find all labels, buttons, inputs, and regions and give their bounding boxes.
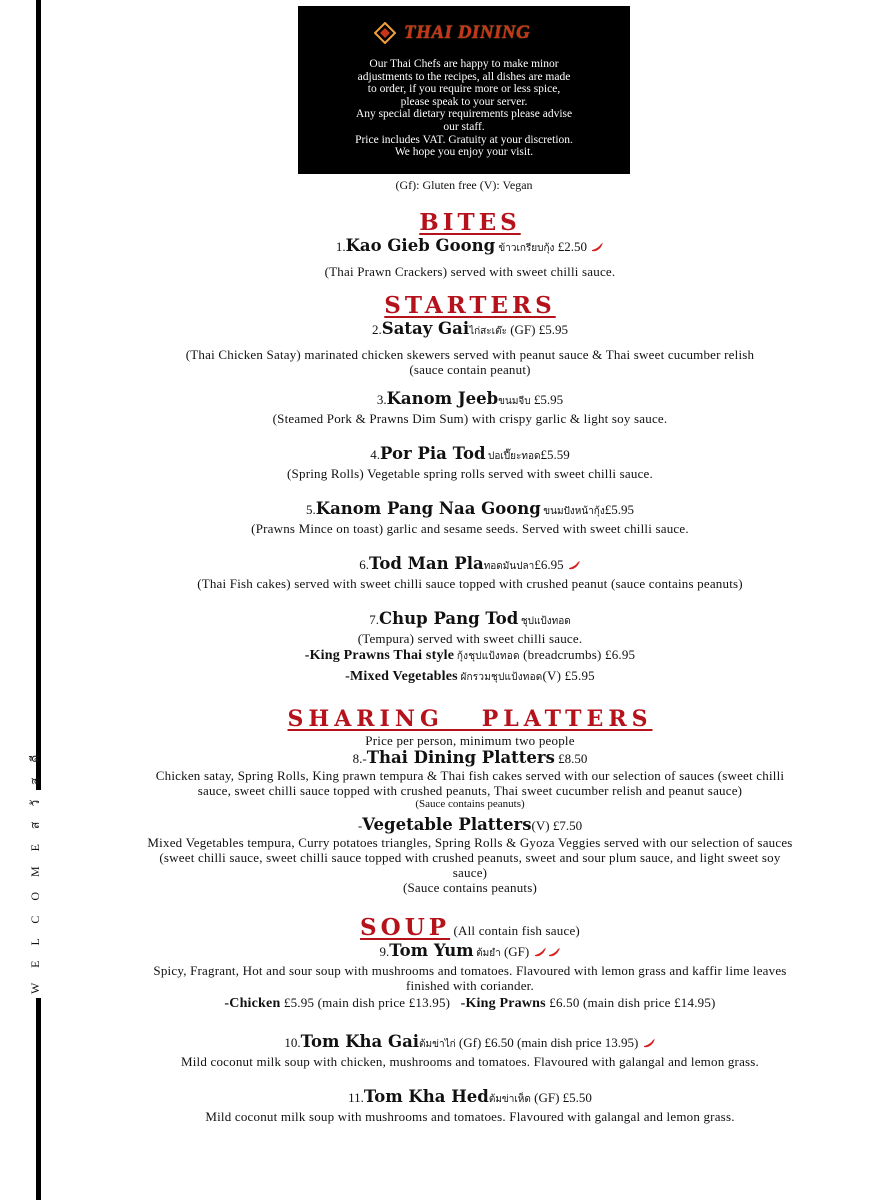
section-subtitle: Price per person, minimum two people [365, 733, 575, 748]
item-number: 1. [335, 239, 346, 254]
item-thai: ทอดมันปลา [483, 561, 535, 572]
item-number: 10. [284, 1035, 301, 1050]
item-description: (Prawns Mince on toast) garlic and sesame seeds. Served with sweet chilli sauce. [251, 521, 689, 536]
item-name: Tom Yum [389, 941, 474, 960]
item-thai: ชุปแป้งทอด [518, 616, 571, 627]
item-name: Kanom Jeeb [386, 389, 499, 408]
menu-item-5 [60, 499, 880, 521]
item-price: £6.95 [534, 557, 564, 572]
section-title-bites: BITES [419, 209, 521, 236]
item-thai: ต้มยำ [473, 948, 501, 959]
legend: (Gf): Gluten free (V): Vegan [395, 178, 533, 192]
bites-section [60, 209, 880, 279]
sidebar-bar-bottom [36, 998, 41, 1200]
item-price: £2.50 [554, 239, 587, 254]
menu-item-4 [60, 444, 880, 466]
item-description: (Thai Chicken Satay) marinated chicken skewers served with peanut sauce & Thai sweet cucumber relish [185, 347, 755, 362]
option-detail: £6.50 (main dish price £14.95) [545, 995, 716, 1010]
sidebar-welcome-text: W E L C O M E ส วั ส ดี [28, 748, 42, 994]
chili-pepper-icon [590, 242, 604, 254]
item-name: Tom Kha Hed [363, 1087, 489, 1106]
item-number: - [357, 818, 363, 833]
menu-item-7 [60, 609, 880, 631]
section-title-starters: STARTERS [384, 292, 556, 319]
item-price: £5.95 [530, 392, 564, 407]
item-description: Spicy, Fragrant, Hot and sour soup with mushrooms and tomatoes. Flavoured with lemon grass and kaffir lime leaves [153, 963, 787, 978]
section-subtitle: (All contain fish sauce) [450, 923, 580, 938]
item-name: Kao Gieb Goong [345, 236, 496, 255]
intro-line: please speak to your server. [400, 95, 528, 108]
item-number: 6. [359, 557, 369, 572]
menu-item-veg-platter [60, 815, 880, 835]
item-description: (Thai Prawn Crackers) served with sweet chilli sauce. [324, 264, 616, 279]
item-description: Chicken satay, Spring Rolls, King prawn tempura & Thai fish cakes served with our selection of sauces (sweet chilli [155, 768, 785, 783]
item-note: (sauce contain peanut) [409, 362, 531, 377]
intro-text [298, 58, 630, 159]
item-price: (GF) £5.95 [506, 322, 568, 337]
item-description: Mixed Vegetables tempura, Curry potatoes triangles, Spring Rolls & Gyoza Veggies served with our selection of sauces [147, 835, 793, 850]
item-thai: ขนมปังหน้ากุ้ง [540, 506, 605, 517]
item-thai: ไก่สะเต๊ะ [469, 326, 507, 337]
header-box [298, 6, 630, 174]
item-price: (Gf) £6.50 (main dish price 13.95) [455, 1035, 639, 1050]
chili-pepper-icon [547, 947, 561, 959]
item-price: £8.50 [554, 751, 588, 766]
logo-text: THAI DINING [404, 22, 531, 43]
item-name: Chup Pang Tod [379, 609, 519, 628]
item-number: 11. [348, 1090, 364, 1105]
option-name: -Mixed Vegetables [345, 669, 458, 684]
menu-item-9 [60, 941, 880, 963]
section-title-text: SHARING PLATTERS [287, 706, 653, 732]
item-description: sauce, sweet chilli sauce topped with crushed peanuts, Thai sweet cucumber relish and peanut sauce) [197, 783, 743, 798]
item-note: (Sauce contains peanuts) [415, 798, 525, 810]
item-description: (Spring Rolls) Vegetable spring rolls served with sweet chilli sauce. [287, 466, 653, 481]
item-thai: ต้มข่าเห็ด [488, 1094, 531, 1105]
menu-item-2 [60, 319, 880, 341]
section-title-sharing [60, 706, 880, 733]
chili-pepper-icon [533, 947, 547, 959]
item-description: (Steamed Pork & Prawns Dim Sum) with crispy garlic & light soy sauce. [272, 411, 668, 426]
intro-line: our staff. [443, 120, 485, 133]
sharing-section [60, 706, 880, 895]
option-name: -King Prawns Thai style [304, 648, 455, 663]
option-name: -King Prawns [460, 996, 546, 1011]
option-detail: (V) £5.95 [542, 668, 595, 683]
item-number: 9. [379, 944, 390, 959]
item-number: 4. [370, 447, 381, 462]
item-name: Tom Kha Gai [300, 1032, 420, 1051]
item-description: (Tempura) served with sweet chilli sauce. [357, 631, 583, 646]
item-description: Mild coconut milk soup with mushrooms and tomatoes. Flavoured with galangal and lemon grass. [205, 1109, 735, 1124]
item-name: Por Pia Tod [380, 444, 486, 463]
intro-line: We hope you enjoy your visit. [394, 146, 534, 159]
item-price: £5.95 [604, 502, 634, 517]
intro-line: to order, if you require more or less spice, [367, 83, 561, 96]
option-detail: £5.95 (main dish price £13.95) [280, 995, 451, 1010]
item-number: 5. [306, 502, 316, 517]
item-number: 7. [369, 612, 380, 627]
logo [374, 22, 530, 44]
chili-pepper-icon [642, 1038, 656, 1050]
section-title-soup: SOUP [360, 914, 451, 941]
menu-item-6 [60, 554, 880, 576]
intro-line: Price includes VAT. Gratuity at your discretion. [355, 133, 573, 146]
sidebar-bar-top [36, 0, 41, 790]
intro-line: Any special dietary requirements please advise [355, 108, 573, 121]
soup-title-row [60, 914, 880, 941]
item-description: (sweet chilli sauce, sweet chilli sauce topped with crushed peanuts, sweet and sour plum sauce, and light sweet soy [159, 850, 781, 865]
item-number: 8.- [352, 751, 367, 766]
menu-item-10 [60, 1032, 880, 1054]
item-description: sauce) [452, 865, 488, 880]
item-price: (V) £7.50 [531, 818, 583, 833]
item-thai: ขนมจีบ [498, 396, 531, 407]
item-description: finished with coriander. [406, 978, 534, 993]
item-note: (Sauce contains peanuts) [402, 880, 538, 895]
item-thai: ต้มข่าไก่ [419, 1039, 456, 1050]
menu-item-1 [60, 236, 880, 258]
item-price: £5.59 [540, 447, 570, 462]
intro-line: adjustments to the recipes, all dishes are made [357, 70, 571, 83]
item-number: 2. [372, 322, 382, 337]
item-description: (Thai Fish cakes) served with sweet chilli sauce topped with crushed peanut (sauce contains peanuts) [197, 576, 743, 591]
chili-pepper-icon [567, 560, 581, 572]
item-number: 3. [376, 392, 387, 407]
option-thai: ผักรวมชุปแป้งทอด [457, 672, 543, 683]
intro-line: Our Thai Chefs are happy to make minor [369, 58, 559, 70]
item-thai: ปอเปี๊ยะทอด [485, 451, 541, 462]
item-name: Satay Gai [381, 319, 470, 338]
option-thai: กุ้งชุปแป้งทอด [454, 651, 520, 662]
item-name: Tod Man Pla [368, 554, 484, 573]
item-name: Thai Dining Platters [366, 748, 555, 767]
menu-item-8 [60, 748, 880, 768]
item-thai: ข้าวเกรียบกุ้ง [498, 243, 555, 254]
item-description: Mild coconut milk soup with chicken, mushrooms and tomatoes. Flavoured with galangal and lemon grass. [180, 1054, 760, 1069]
diamond-logo-icon [374, 22, 396, 44]
option-name: -Chicken [224, 996, 281, 1011]
item-name: Vegetable Platters [362, 815, 532, 834]
soup-section [60, 914, 880, 1124]
item-name: Kanom Pang Naa Goong [315, 499, 541, 518]
item-price: (GF) [500, 944, 533, 959]
item-option [60, 646, 880, 666]
item-price: (GF) £5.50 [530, 1090, 592, 1105]
menu-item-3 [60, 389, 880, 411]
starters-section [60, 292, 880, 688]
item-option [60, 993, 880, 1014]
option-detail: (breadcrumbs) £6.95 [519, 647, 636, 662]
item-option [60, 666, 880, 688]
menu-item-11 [60, 1087, 880, 1109]
